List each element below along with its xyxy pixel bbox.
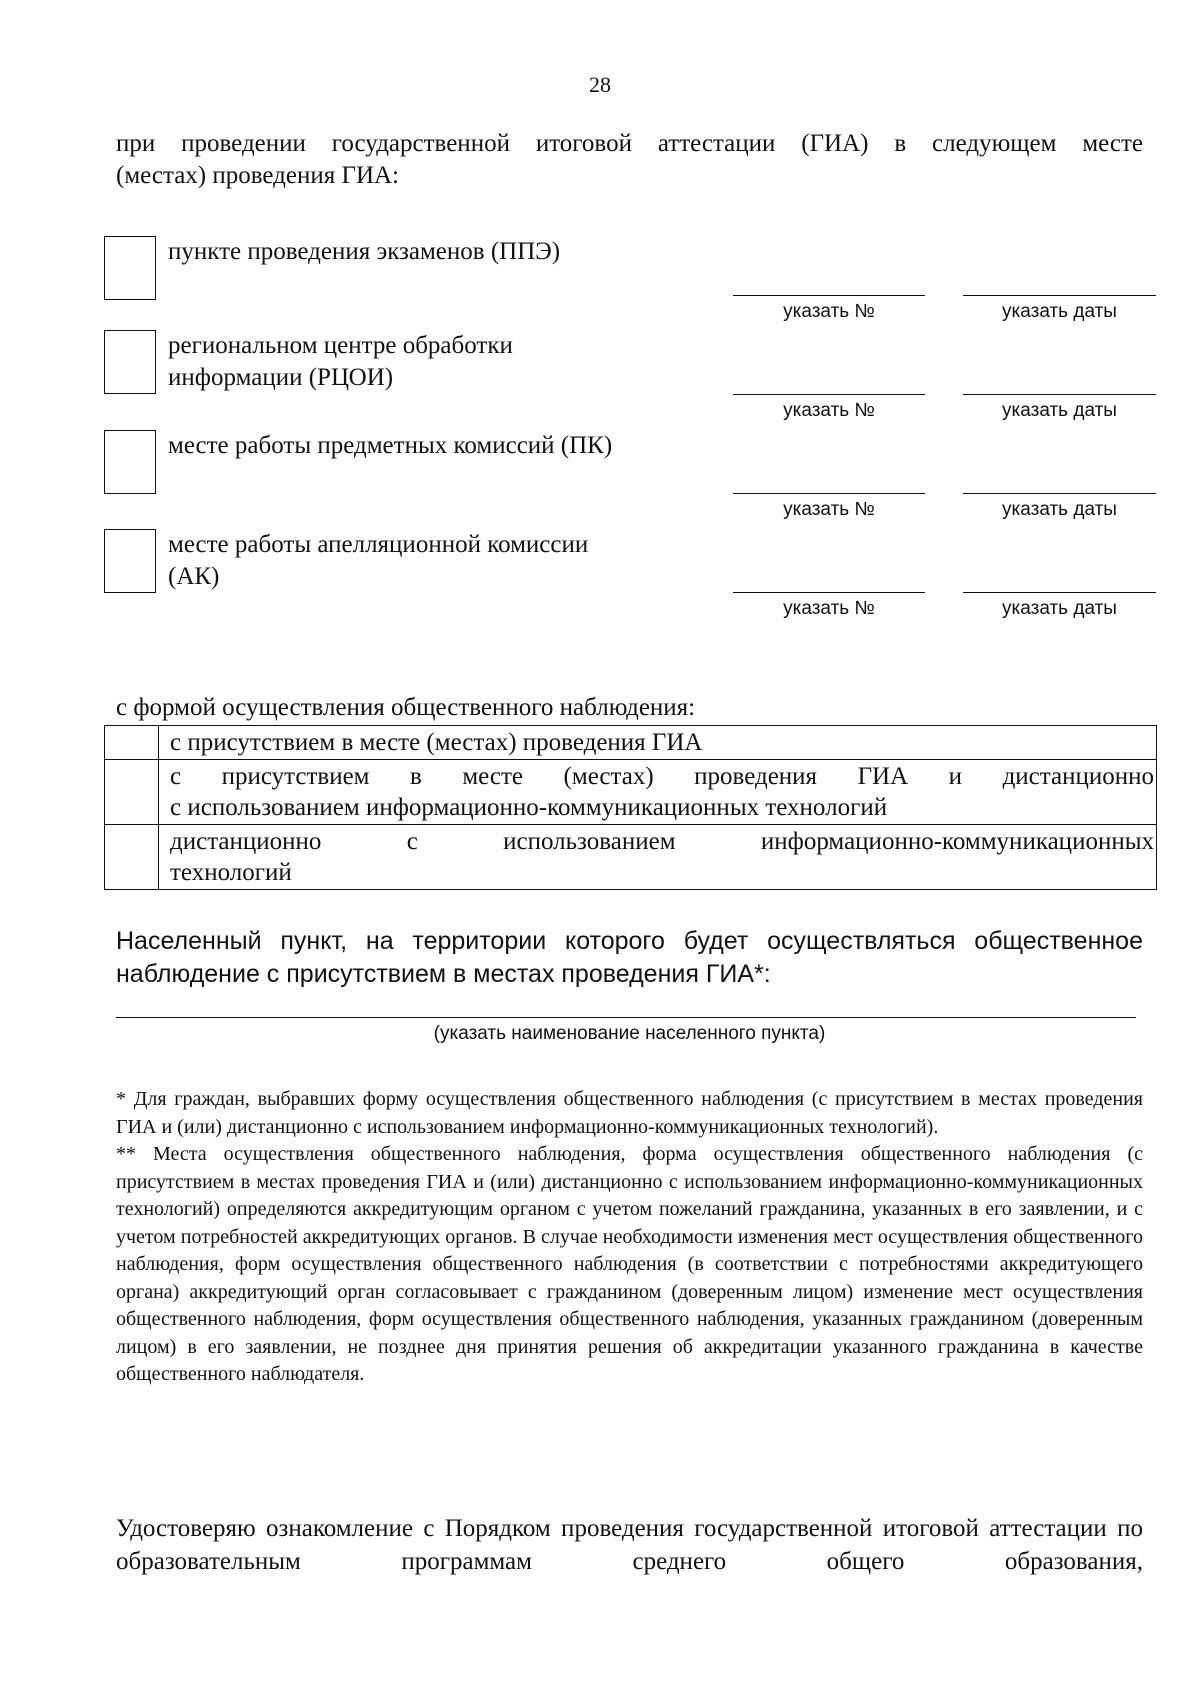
intro-line-1: при проведении государственной итоговой аттестации (ГИА) в следующем месте (116, 130, 1143, 157)
caption-dates-ppe: указать даты (1002, 301, 1117, 322)
settlement-input-line[interactable] (116, 1017, 1136, 1018)
intro-line-2: (местах) проведения ГИА: (116, 162, 399, 189)
form-option-1-line-1: с присутствием в месте (местах) проведения ГИА (170, 729, 703, 756)
caption-number-rcoi: указать № (783, 400, 875, 421)
caption-dates-ak: указать даты (1002, 598, 1117, 619)
footnotes (116, 1086, 1143, 1389)
form-option-checkbox-1[interactable] (105, 726, 159, 760)
checkbox-ak[interactable] (104, 529, 156, 593)
form-option-row (105, 825, 1157, 890)
footnote-2: ** Места осуществления общественного наблюдения, форма осуществления общественного наблюдения (с присутствием в местах проведения ГИА и (или) дистанционно с использованием информационно-коммуникационных технологий) определяются аккредитующим органом с учетом пожеланий гражданина, указанных в его заявлении, и с учетом потребностей аккредитующих органов. В случае необходимости изменения мест осуществления общественного наблюдения, форм осуществления общественного наблюдения (в соответствии с потребностями аккредитующего органа) аккредитующий орган согласовывает с гражданином (доверенным лицом) изменение мест осуществления общественного наблюдения, форм осуществления общественного наблюдения, указанных гражданином (доверенным лицом) в его заявлении, не позднее дня принятия решения об аккредитации указанного гражданина в качестве общественного наблюдателя. (116, 1143, 1143, 1385)
location-label-rcoi: региональном центре обработки информации (РЦОИ) (168, 332, 513, 391)
form-option-3-line-2: технологий (170, 859, 292, 886)
checkbox-pk[interactable] (104, 430, 156, 494)
caption-number-ak: указать № (783, 598, 875, 619)
footnote-1: * Для граждан, выбравших форму осуществления общественного наблюдения (с присутствием в местах проведения ГИА и (или) дистанционно с использованием информационно-коммуникационных технологий). (116, 1088, 1143, 1138)
form-option-checkbox-2[interactable] (105, 760, 159, 825)
caption-dates-pk: указать даты (1002, 499, 1117, 520)
location-label-pk: месте работы предметных комиссий (ПК) (168, 432, 613, 459)
form-option-2-line-2: с использованием информационно-коммуникационных технологий (170, 794, 888, 821)
checkbox-rcoi[interactable] (104, 330, 156, 394)
caption-dates-rcoi: указать даты (1002, 400, 1117, 421)
intro-paragraph (116, 128, 1143, 192)
form-option-row (105, 760, 1157, 825)
form-option-row (105, 726, 1157, 760)
checkbox-ppe[interactable] (104, 236, 156, 300)
settlement-paragraph: Населенный пункт, на территории которого будет осуществляться общественное наблюдение с присутствием в местах проведения ГИА*: (116, 927, 1143, 988)
caption-number-ppe: указать № (783, 301, 875, 322)
form-heading: с формой осуществления общественного наблюдения: (116, 694, 696, 721)
caption-number-pk: указать № (783, 499, 875, 520)
settlement-caption: (указать наименование населенного пункта) (433, 1023, 826, 1044)
attestation-paragraph: Удостоверяю ознакомление с Порядком проведения государственной итоговой аттестации по образовательным программам среднего общего образования, (116, 1515, 1143, 1575)
form-option-text-1 (159, 726, 1157, 760)
form-option-text-2 (159, 760, 1157, 825)
location-label-ppe: пункте проведения экзаменов (ППЭ) (168, 238, 561, 265)
form-option-3-line-1: дистанционно с использованием информационно-коммуникационных (170, 828, 1154, 855)
form-option-text-3 (159, 825, 1157, 890)
page-number: 28 (589, 72, 611, 97)
form-option-2-line-1: с присутствием в месте (местах) проведения ГИА и дистанционно (170, 763, 1154, 790)
location-label-ak: месте работы апелляционной комиссии (АК) (168, 531, 589, 590)
form-option-checkbox-3[interactable] (105, 825, 159, 890)
observation-form-table (104, 725, 1157, 890)
